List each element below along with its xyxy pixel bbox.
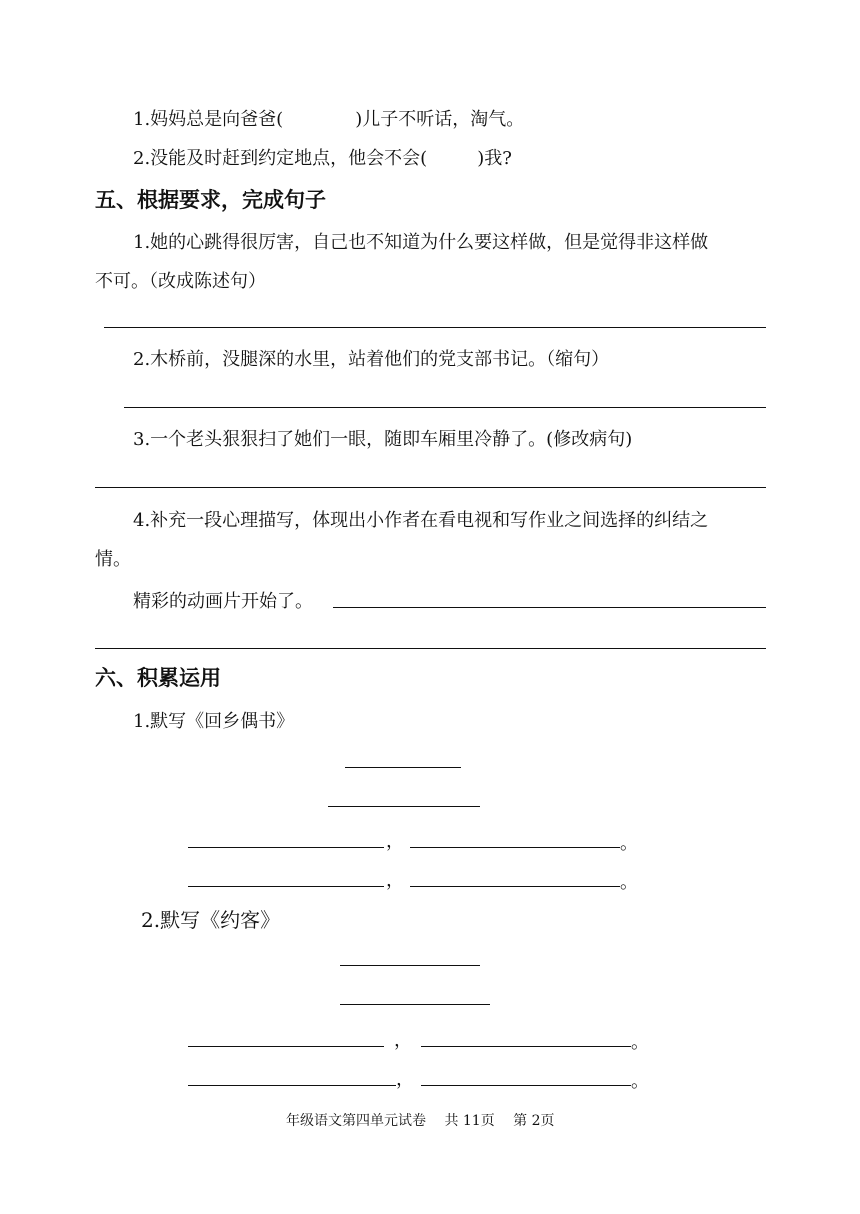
poem2-comma-2: ， [396, 1069, 414, 1090]
poem1-line2-second[interactable] [410, 886, 620, 887]
question-4-2-before: 2.没能及时赶到约定地点，他会不会( [133, 148, 428, 169]
poem1-period-1: 。 [620, 833, 638, 854]
poem1-line2-first[interactable] [188, 886, 384, 887]
answer-line-5-3[interactable] [95, 487, 766, 488]
poem1-period-2: 。 [620, 872, 638, 893]
question-4-2 [133, 147, 512, 171]
question-4-1 [133, 108, 524, 132]
poem2-comma-1: ， [394, 1030, 412, 1051]
section-6-title: 六、积累运用 [95, 666, 221, 690]
poem1-comma-1: ， [386, 831, 404, 852]
poem2-title-line[interactable] [340, 965, 480, 966]
poem1-title-line[interactable] [345, 767, 461, 768]
question-4-1-before: 1.妈妈总是向爸爸( [133, 109, 284, 130]
poem2-line2-second[interactable] [421, 1085, 631, 1086]
poem1-line1-second[interactable] [410, 847, 620, 848]
question-5-1-line2: 不可。（改成陈述句） [95, 271, 266, 292]
poem1-comma-2: ， [386, 870, 404, 891]
question-5-3: 3.一个老头狠狠扫了她们一眼，随即车厢里冷静了。(修改病句) [133, 429, 633, 450]
answer-line-5-2[interactable] [124, 407, 766, 408]
question-5-4-line1: 4.补充一段心理描写，体现出小作者在看电视和写作业之间选择的纠结之 [133, 510, 709, 531]
poem1-author-line[interactable] [328, 806, 480, 807]
question-5-2: 2.木桥前，没腿深的水里，站着他们的党支部书记。（缩句） [133, 349, 610, 370]
answer-line-5-4a[interactable] [333, 607, 766, 608]
question-5-4-line2: 情。 [95, 549, 131, 570]
answer-line-5-1[interactable] [104, 327, 766, 328]
poem2-period-2: 。 [631, 1071, 649, 1092]
question-5-4-prompt: 精彩的动画片开始了。 [133, 591, 313, 612]
question-4-1-after: )儿子不听话，淘气。 [355, 109, 525, 130]
poem2-line1-second[interactable] [421, 1046, 631, 1047]
poem2-line2-first[interactable] [188, 1085, 396, 1086]
poem2-line1-first[interactable] [188, 1046, 384, 1047]
poem1-line1-first[interactable] [188, 847, 384, 848]
poem2-author-line[interactable] [340, 1004, 490, 1005]
question-4-2-after: )我? [477, 148, 512, 169]
poem2-period-1: 。 [631, 1032, 649, 1053]
section-5-title: 五、根据要求，完成句子 [95, 188, 326, 212]
question-5-1-line1: 1.她的心跳得很厉害，自己也不知道为什么要这样做，但是觉得非这样做 [133, 232, 709, 253]
page-footer: 年级语文第四单元试卷 共 11页 第 2页 [286, 1113, 555, 1129]
question-6-2: 2.默写《约客》 [141, 908, 281, 932]
question-6-1: 1.默写《回乡偶书》 [133, 711, 295, 732]
answer-line-5-4b[interactable] [95, 648, 766, 649]
